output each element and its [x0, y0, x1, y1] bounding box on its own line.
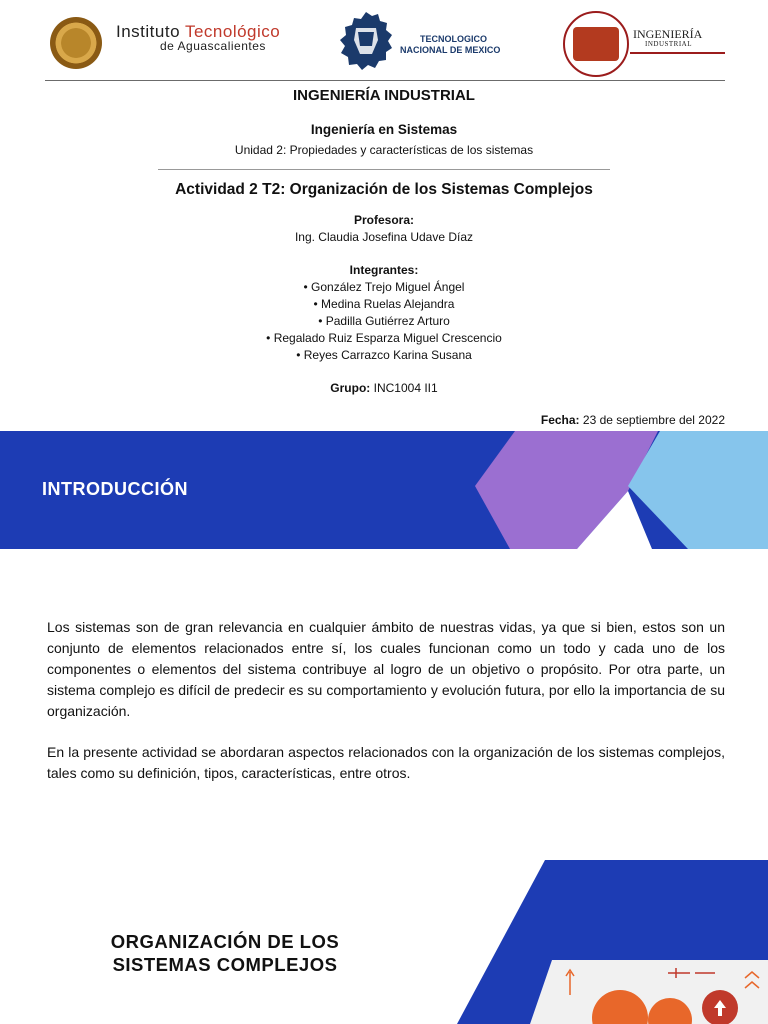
career-logo-underline [630, 52, 725, 54]
tnm-line1: TECNOLOGICO [420, 34, 487, 44]
professor-name: Ing. Claudia Josefina Udave Díaz [294, 230, 474, 244]
tnm-gear-logo [338, 10, 394, 76]
date-line [541, 413, 725, 427]
ita-city: de Aguascalientes [160, 39, 266, 53]
subject-title: Ingeniería en Sistemas [310, 122, 458, 137]
tnm-name [400, 34, 500, 56]
section2-heading [80, 930, 370, 976]
group-value: INC1004 II1 [373, 381, 438, 395]
member-item: • Regalado Ruiz Esparza Miguel Crescencio [266, 331, 502, 345]
career-logo-line1: INGENIERÍA [633, 27, 703, 41]
group-line [0, 381, 768, 395]
member-item: • Padilla Gutiérrez Arturo [318, 314, 450, 328]
date-value: 23 de septiembre del 2022 [582, 413, 725, 427]
intro-paragraph-2: En la presente actividad se abordaran aspectos relacionados con la organización de los sistemas complejos, tales como su definición, tipos, características, entre otros. [47, 744, 725, 781]
ita-name: Instituto Tecnológico [116, 22, 281, 41]
section2-heading-line1: ORGANIZACIÓN DE LOS [110, 931, 340, 952]
ingenieria-industrial-logo [563, 11, 629, 77]
career-logo-line2: INDUSTRIAL [645, 40, 692, 48]
section2-heading-line2: SISTEMAS COMPLEJOS [112, 954, 338, 975]
member-item: • Medina Ruelas Alejandra [313, 297, 455, 311]
member-item: • Reyes Carrazco Karina Susana [296, 348, 472, 362]
header-divider [45, 80, 725, 81]
date-label: Fecha: [540, 413, 580, 427]
unit-subtitle: Unidad 2: Propiedades y características de los sistemas [234, 143, 534, 157]
section2-graphic [440, 860, 768, 1024]
degree-title: INGENIERÍA INDUSTRIAL [293, 87, 475, 104]
tnm-line2: NACIONAL DE MEXICO [400, 45, 501, 55]
members-label: Integrantes: [349, 263, 419, 277]
members-list [0, 279, 768, 364]
member-item: • González Trejo Miguel Ángel [303, 280, 465, 294]
professor-label: Profesora: [353, 213, 415, 227]
activity-title: Actividad 2 T2: Organización de los Sistemas Complejos [175, 181, 593, 198]
group-label: Grupo: [330, 381, 371, 395]
title-separator [158, 169, 610, 170]
ita-seal-logo [50, 17, 102, 69]
intro-heading: INTRODUCCIÓN [42, 479, 188, 499]
intro-paragraph-1: Los sistemas son de gran relevancia en cualquier ámbito de nuestras vidas, ya que si bien, estos son un conjunto de elementos relacionados entre sí, los cuales funcionan como un todo y cada uno de los componentes o elementos del sistema contribuye al logro de un objetivo o propósito. Por otra parte, un sistema complejo es difícil de predecir es su comportamiento y evolución futura, por ello la importancia de su organización. [47, 619, 725, 719]
